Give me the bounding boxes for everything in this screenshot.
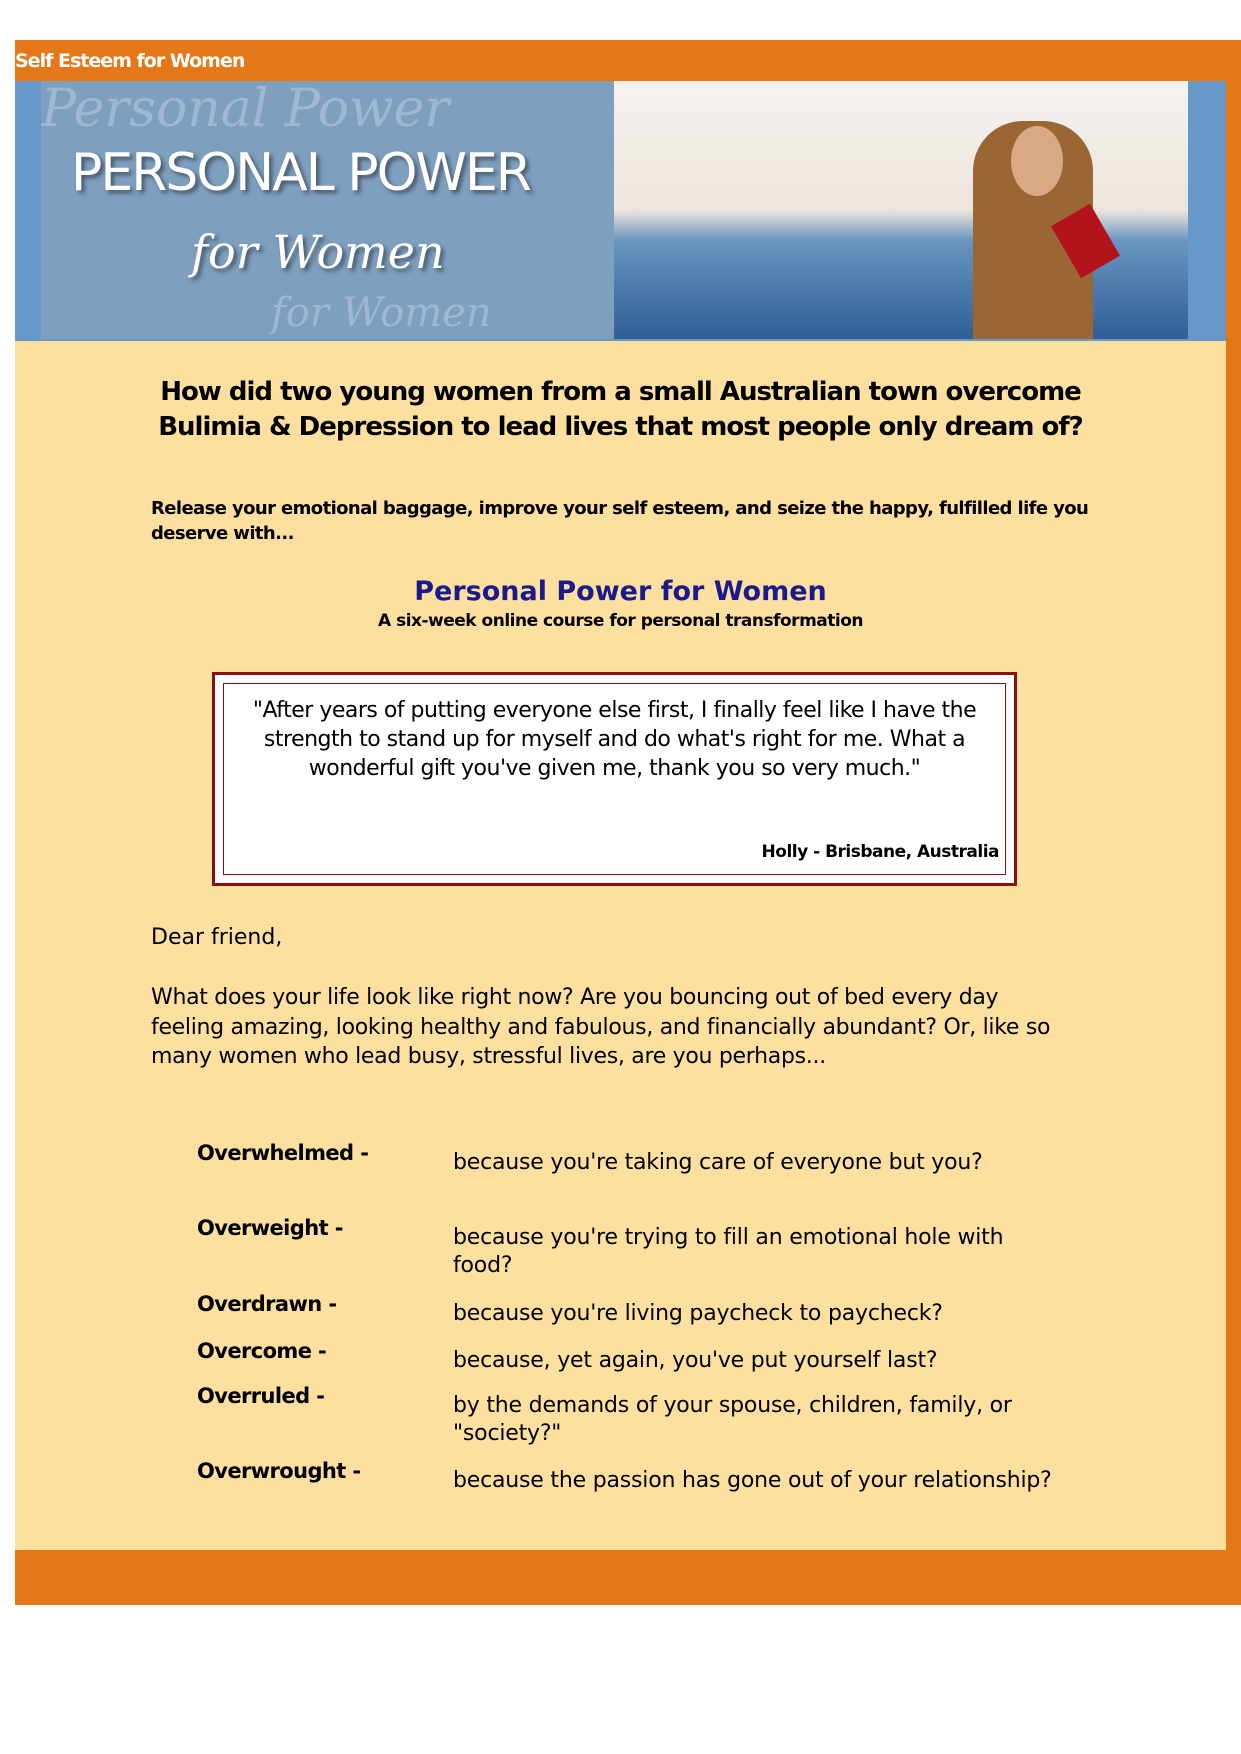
list-label: Overruled -: [197, 1384, 325, 1408]
product-title: Personal Power for Women: [414, 576, 827, 607]
banner-title: PERSONAL POWER: [71, 143, 530, 203]
greeting: Dear friend,: [151, 925, 283, 950]
testimonial-inner: [223, 683, 1006, 875]
banner-photo: [614, 81, 1188, 339]
list-label: Overweight -: [197, 1216, 343, 1240]
banner-ghost-text: Personal Power: [41, 81, 450, 139]
banner: [15, 81, 1226, 341]
list-text: because the passion has gone out of your relationship?: [453, 1468, 1052, 1493]
list-text: because you're trying to fill an emotional hole with food?: [453, 1225, 1004, 1278]
banner-ghost-text: for Women: [271, 290, 492, 336]
testimonial-box: [212, 672, 1017, 886]
list-text: by the demands of your spouse, children, family, or "society?": [453, 1393, 1012, 1446]
banner-logo-panel: [41, 81, 629, 339]
list-label: Overwrought -: [197, 1459, 361, 1483]
letter-paragraph: What does your life look like right now? Are you bouncing out of bed every day feeling amazing, looking healthy and fabulous, and financially abundant? Or, like so many women who lead busy, stressful lives, are you perhaps...: [151, 985, 1051, 1069]
testimonial-author: Holly - Brisbane, Australia: [761, 842, 999, 862]
list-text: because, yet again, you've put yourself last?: [453, 1348, 938, 1373]
list-label: Overcome -: [197, 1339, 327, 1363]
banner-subtitle: for Women: [191, 225, 445, 279]
headline: How did two young women from a small Australian town overcome Bulimia & Depression to lead lives that most people only dream of?: [158, 377, 1083, 442]
list-text: because you're taking care of everyone but you?: [453, 1150, 983, 1175]
woman-face: [1011, 126, 1063, 196]
list-text: because you're living paycheck to paycheck?: [453, 1301, 943, 1326]
intro-text: Release your emotional baggage, improve your self esteem, and seize the happy, fulfilled life you deserve with...: [151, 498, 1089, 544]
list-label: Overwhelmed -: [197, 1141, 369, 1165]
site-title: Self Esteem for Women: [15, 50, 245, 72]
content-area: [15, 341, 1226, 1550]
testimonial-quote: "After years of putting everyone else first, I finally feel like I have the strength to stand up for myself and do what's right for me. What a wonderful gift you've given me, thank you so very much.": [252, 698, 977, 781]
page-frame: [15, 40, 1241, 1605]
list-label: Overdrawn -: [197, 1292, 337, 1316]
product-subtitle: A six-week online course for personal transformation: [378, 611, 863, 631]
